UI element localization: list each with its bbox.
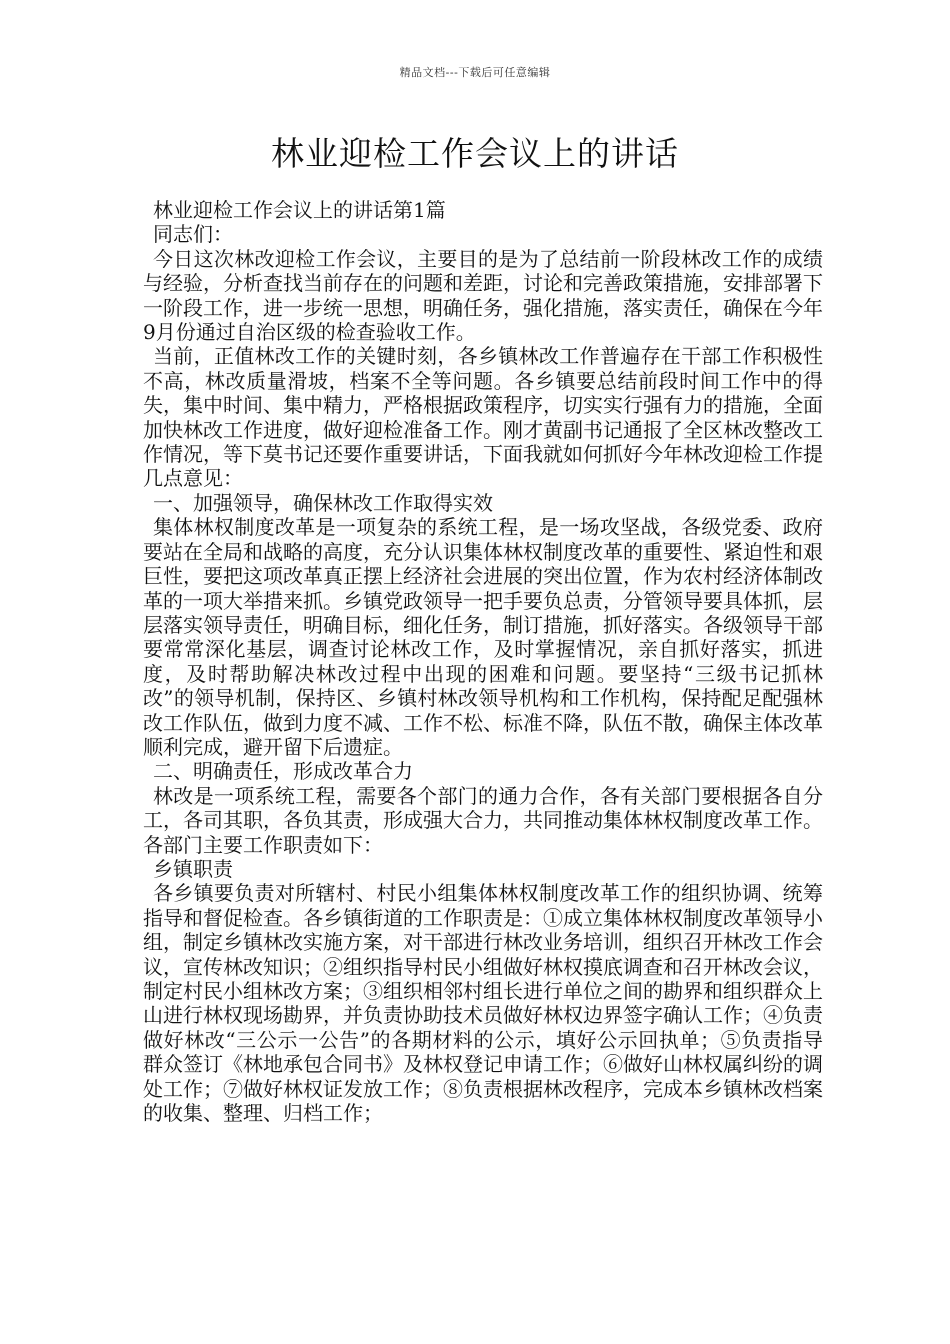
header-note: 精品文档---下载后可任意编辑	[399, 66, 551, 79]
salutation: 同志们：	[153, 222, 233, 247]
paragraph: 林改是一项系统工程，需要各个部门的通力合作，各有关部门要根据各自分工，各司其职，各负其责，形成强大合力，共同推动集体林权制度改革工作。各部门主要工作职责如下：	[143, 783, 823, 857]
section-heading-2: 二、明确责任，形成改革合力	[153, 759, 413, 784]
subtitle-line: 林业迎检工作会议上的讲话第1篇	[153, 198, 446, 222]
paragraph: 当前，正值林改工作的关键时刻，各乡镇林改工作普遍存在干部工作积极性不高，林改质量滑坡，档案不全等问题。各乡镇要总结前段时间工作中的得失，集中时间、集中精力，严格根据政策程序，切实实行强有力的措施，全面加快林改工作进度，做好迎检准备工作。刚才黄副书记通报了全区林改整改工作情况，等下莫书记还要作重要讲话，下面我就如何抓好今年林改迎检工作提几点意见：	[143, 344, 823, 491]
paragraph: 今日这次林改迎检工作会议，主要目的是为了总结前一阶段林改工作的成绩与经验，分析查找当前存在的问题和差距，讨论和完善政策措施，安排部署下一阶段工作，进一步统一思想，明确任务，强化措施，落实责任，确保在今年9月份通过自治区级的检查验收工作。	[143, 246, 823, 345]
subsection-heading: 乡镇职责	[153, 856, 233, 881]
document-title: 林业迎检工作会议上的讲话	[271, 134, 679, 173]
document-body	[143, 198, 823, 1125]
section-heading-1: 一、加强领导，确保林改工作取得实效	[153, 490, 493, 515]
paragraph: 各乡镇要负责对所辖村、村民小组集体林权制度改革工作的组织协调、统筹指导和督促检查。各乡镇街道的工作职责是：①成立集体林权制度改革领导小组，制定乡镇林改实施方案，对干部进行林改业务培训，组织召开林改工作会议，宣传林改知识；②组织指导村民小组做好林权摸底调查和召开林改会议，制定村民小组林改方案；③组织相邻村组长进行单位之间的勘界和组织群众上山进行林权现场勘界，并负责协助技术员做好林权边界签字确认工作；④负责做好林改“三公示一公告”的各期材料的公示，填好公示回执单；⑤负责指导群众签订《林地承包合同书》及林权登记申请工作；⑥做好山林权属纠纷的调处工作；⑦做好林权证发放工作；⑧负责根据林改程序，完成本乡镇林改档案的收集、整理、归档工作；	[143, 881, 823, 1126]
paragraph: 集体林权制度改革是一项复杂的系统工程，是一场攻坚战，各级党委、政府要站在全局和战略的高度，充分认识集体林权制度改革的重要性、紧迫性和艰巨性，要把这项改革真正摆上经济社会进展的突出位置，作为农村经济体制改革的一项大举措来抓。乡镇党政领导一把手要负总责，分管领导要具体抓，层层落实领导责任，明确目标，细化任务，制订措施，抓好落实。各级领导干部要常常深化基层，调查讨论林改工作，及时掌握情况，亲自抓好落实，抓进度，及时帮助解决林改过程中出现的困难和问题。要坚持“三级书记抓林改”的领导机制，保持区、乡镇村林改领导机构和工作机构，保持配足配强林改工作队伍，做到力度不减、工作不松、标准不降，队伍不散，确保主体改革顺利完成，避开留下后遗症。	[143, 515, 823, 759]
